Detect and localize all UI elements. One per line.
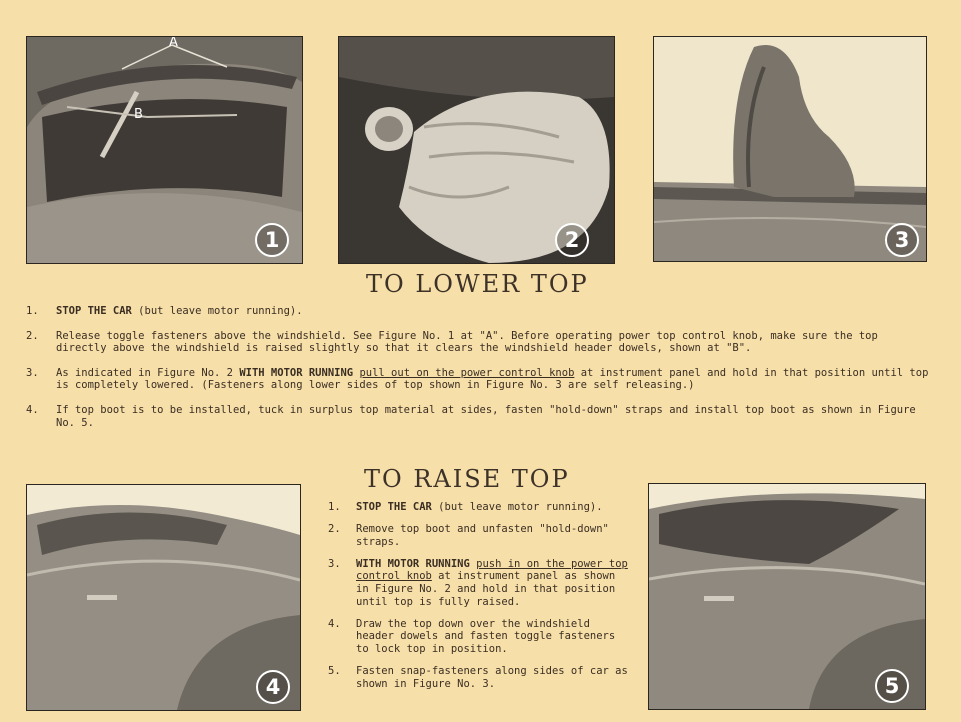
step-number: 2. <box>328 523 341 536</box>
step-text: Fasten snap-fasteners along sides of car as shown in Figure No. 3. <box>356 664 628 690</box>
figure-3-photo <box>653 36 927 262</box>
step-number: 3. <box>328 557 341 570</box>
step-emphasis: WITH MOTOR RUNNING <box>239 366 354 379</box>
raise-step-4 <box>328 618 628 656</box>
step-text: Remove top boot and unfasten "hold-down" straps. <box>356 523 609 548</box>
step-text: (but leave motor running). <box>131 305 303 317</box>
figure-1-badge: 1 <box>255 223 289 257</box>
raise-step-3 <box>328 558 628 608</box>
lower-step-1 <box>26 305 932 318</box>
step-emphasis: STOP THE CAR <box>56 305 132 317</box>
step-number: 5. <box>328 664 341 677</box>
figure-5-photo <box>648 483 926 710</box>
step-number: 3. <box>26 366 39 379</box>
step-number: 1. <box>328 501 341 513</box>
figure-5-badge: 5 <box>875 669 909 703</box>
step-number: 4. <box>26 403 39 416</box>
raise-top-heading: TO RAISE TOP <box>364 465 570 493</box>
lower-step-2 <box>26 330 932 355</box>
step-emphasis: WITH MOTOR RUNNING <box>356 557 470 570</box>
figure-2-badge: 2 <box>555 223 589 257</box>
step-text: (but leave motor running). <box>431 501 603 513</box>
figure-4-photo <box>26 484 301 711</box>
figure-1-label-a: A <box>169 36 178 50</box>
lower-top-heading: TO LOWER TOP <box>366 270 589 298</box>
lower-step-3 <box>26 367 932 392</box>
step-text: at instrument panel as shown in Figure No. 2 and hold in that position until top is fully raised. <box>356 570 616 608</box>
top-lowering-illustration <box>654 37 926 261</box>
figure-4-badge: 4 <box>256 670 290 704</box>
step-number: 1. <box>26 305 39 317</box>
figure-2-photo <box>338 36 615 264</box>
step-number: 4. <box>328 617 341 630</box>
figure-1-label-b: B <box>134 107 143 122</box>
raise-top-steps <box>328 501 628 700</box>
step-text: As indicated in Figure No. 2 <box>56 366 240 379</box>
lower-top-steps <box>26 305 932 441</box>
lower-step-4 <box>26 404 932 429</box>
step-text: Draw the top down over the windshield header dowels and fasten toggle fasteners to lock top in position. <box>356 617 616 655</box>
raise-step-2 <box>328 523 628 548</box>
step-text: Release toggle fasteners above the windshield. See Figure No. 1 at "A". Before operating power top control knob, make sure the top directly above the windshield is raised slightly so that it clears the windshield header dowels, shown at "B". <box>56 329 878 355</box>
step-underlined: push in on the power top control knob <box>356 557 628 583</box>
step-emphasis: STOP THE CAR <box>356 501 432 513</box>
step-number: 2. <box>26 329 39 342</box>
step-underlined: pull out on the power control knob <box>359 366 575 379</box>
raise-step-1 <box>328 501 628 514</box>
raise-step-5 <box>328 665 628 690</box>
figure-3-badge: 3 <box>885 223 919 257</box>
step-text: If top boot is to be installed, tuck in surplus top material at sides, fasten "hold-down" straps and install top boot as shown in Figure No. 5. <box>56 403 916 429</box>
step-text: at instrument panel and hold in that position until top is completely lowered. (Fasteners along lower sides of top shown in Figure No. 3 are self releasing.) <box>56 366 929 392</box>
figure-1-photo <box>26 36 303 264</box>
